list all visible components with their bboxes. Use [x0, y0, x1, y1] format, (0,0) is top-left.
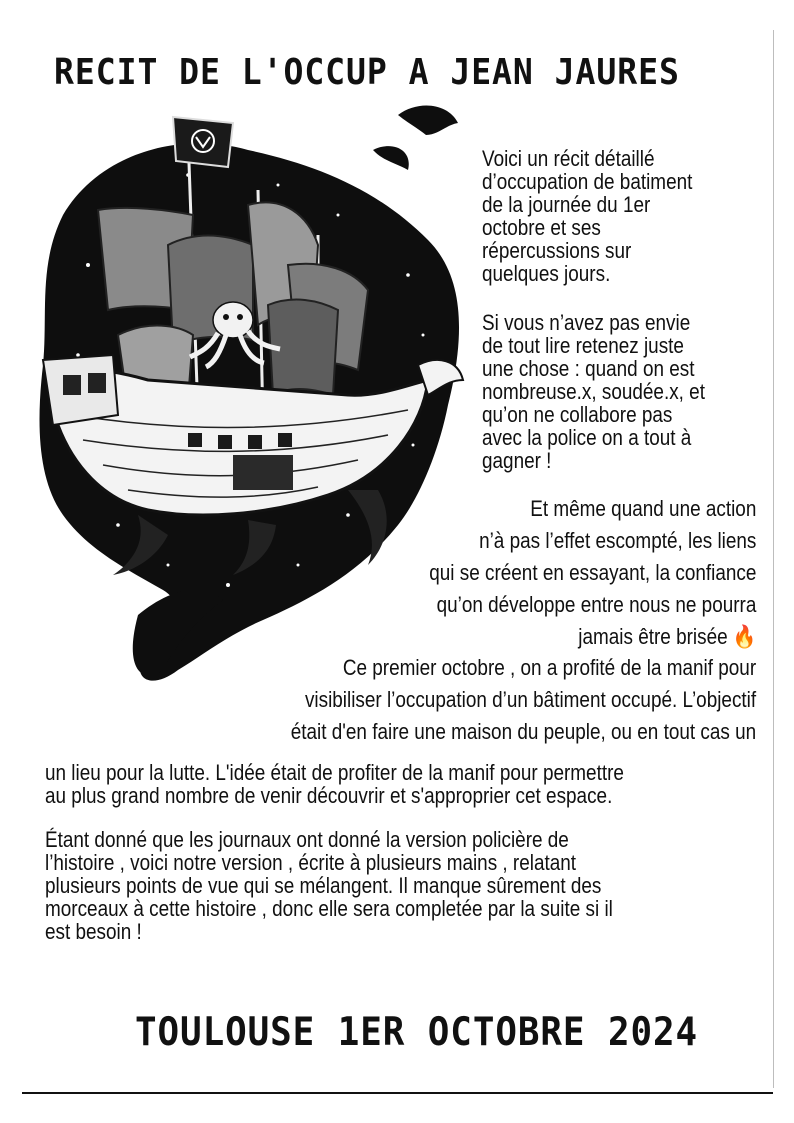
text-line: Et même quand une action — [529, 496, 756, 521]
text-line: était d'en faire une maison du peuple, ou en tout cas un — [290, 719, 756, 744]
pirate-ship-illustration — [18, 95, 478, 700]
text-line: qu’on ne collabore pas — [482, 402, 673, 427]
page-edge — [773, 30, 774, 1088]
flame-icon: 🔥 — [732, 624, 756, 649]
footer-title: TOULOUSE 1ER OCTOBRE 2024 — [135, 1010, 699, 1055]
text-line: Si vous n’avez pas envie — [482, 310, 691, 335]
text-line: Voici un récit détaillé — [482, 146, 655, 171]
text-line: plusieurs points de vue qui se mélangent. Il manque sûrement des — [45, 873, 602, 898]
text-line: avec la police on a tout à — [482, 425, 692, 450]
paragraph-first-october — [291, 656, 756, 743]
paragraph-version — [45, 828, 613, 943]
text-line: nombreuse.x, soudée.x, et — [482, 379, 705, 404]
paragraph-bonds — [429, 497, 756, 648]
text-line: n’à pas l’effet escompté, les liens — [478, 528, 756, 553]
paragraph-summary — [482, 311, 705, 472]
text-line: au plus grand nombre de venir découvrir et s'approprier cet espace. — [45, 783, 613, 808]
text-line: Étant donné que les journaux ont donné la version policière de — [45, 827, 569, 852]
text-line: qu’on développe entre nous ne pourra — [436, 592, 756, 617]
text-line-last — [429, 625, 756, 648]
text-line: visibiliser l’occupation d’un bâtiment occupé. L’objectif — [304, 687, 756, 712]
text-line: morceaux à cette histoire , donc elle sera completée par la suite si il — [45, 896, 613, 921]
text-line: de tout lire retenez juste — [482, 333, 684, 358]
text-line: répercussions sur — [482, 238, 632, 263]
text-line: quelques jours. — [482, 261, 611, 286]
text-line: qui se créent en essayant, la confiance — [428, 560, 756, 585]
text-line: octobre et ses — [482, 215, 601, 240]
text-line: de la journée du 1er — [482, 192, 651, 217]
text-line: est besoin ! — [45, 919, 142, 944]
text-line: l’histoire , voici notre version , écrite à plusieurs mains , relatant — [45, 850, 577, 875]
text-line: gagner ! — [482, 448, 552, 473]
text-line: jamais être brisée — [577, 624, 728, 649]
paragraph-intro — [482, 147, 692, 285]
text-line: un lieu pour la lutte. L'idée était de profiter de la manif pour permettre — [45, 760, 624, 785]
text-line: une chose : quand on est — [482, 356, 695, 381]
bottom-rule — [22, 1092, 773, 1094]
text-line: Ce premier octobre , on a profité de la manif pour — [342, 655, 756, 680]
text-line: d’occupation de batiment — [482, 169, 693, 194]
paragraph-space — [45, 761, 624, 807]
page-title: RECIT DE L'OCCUP A JEAN JAURES — [54, 52, 680, 93]
